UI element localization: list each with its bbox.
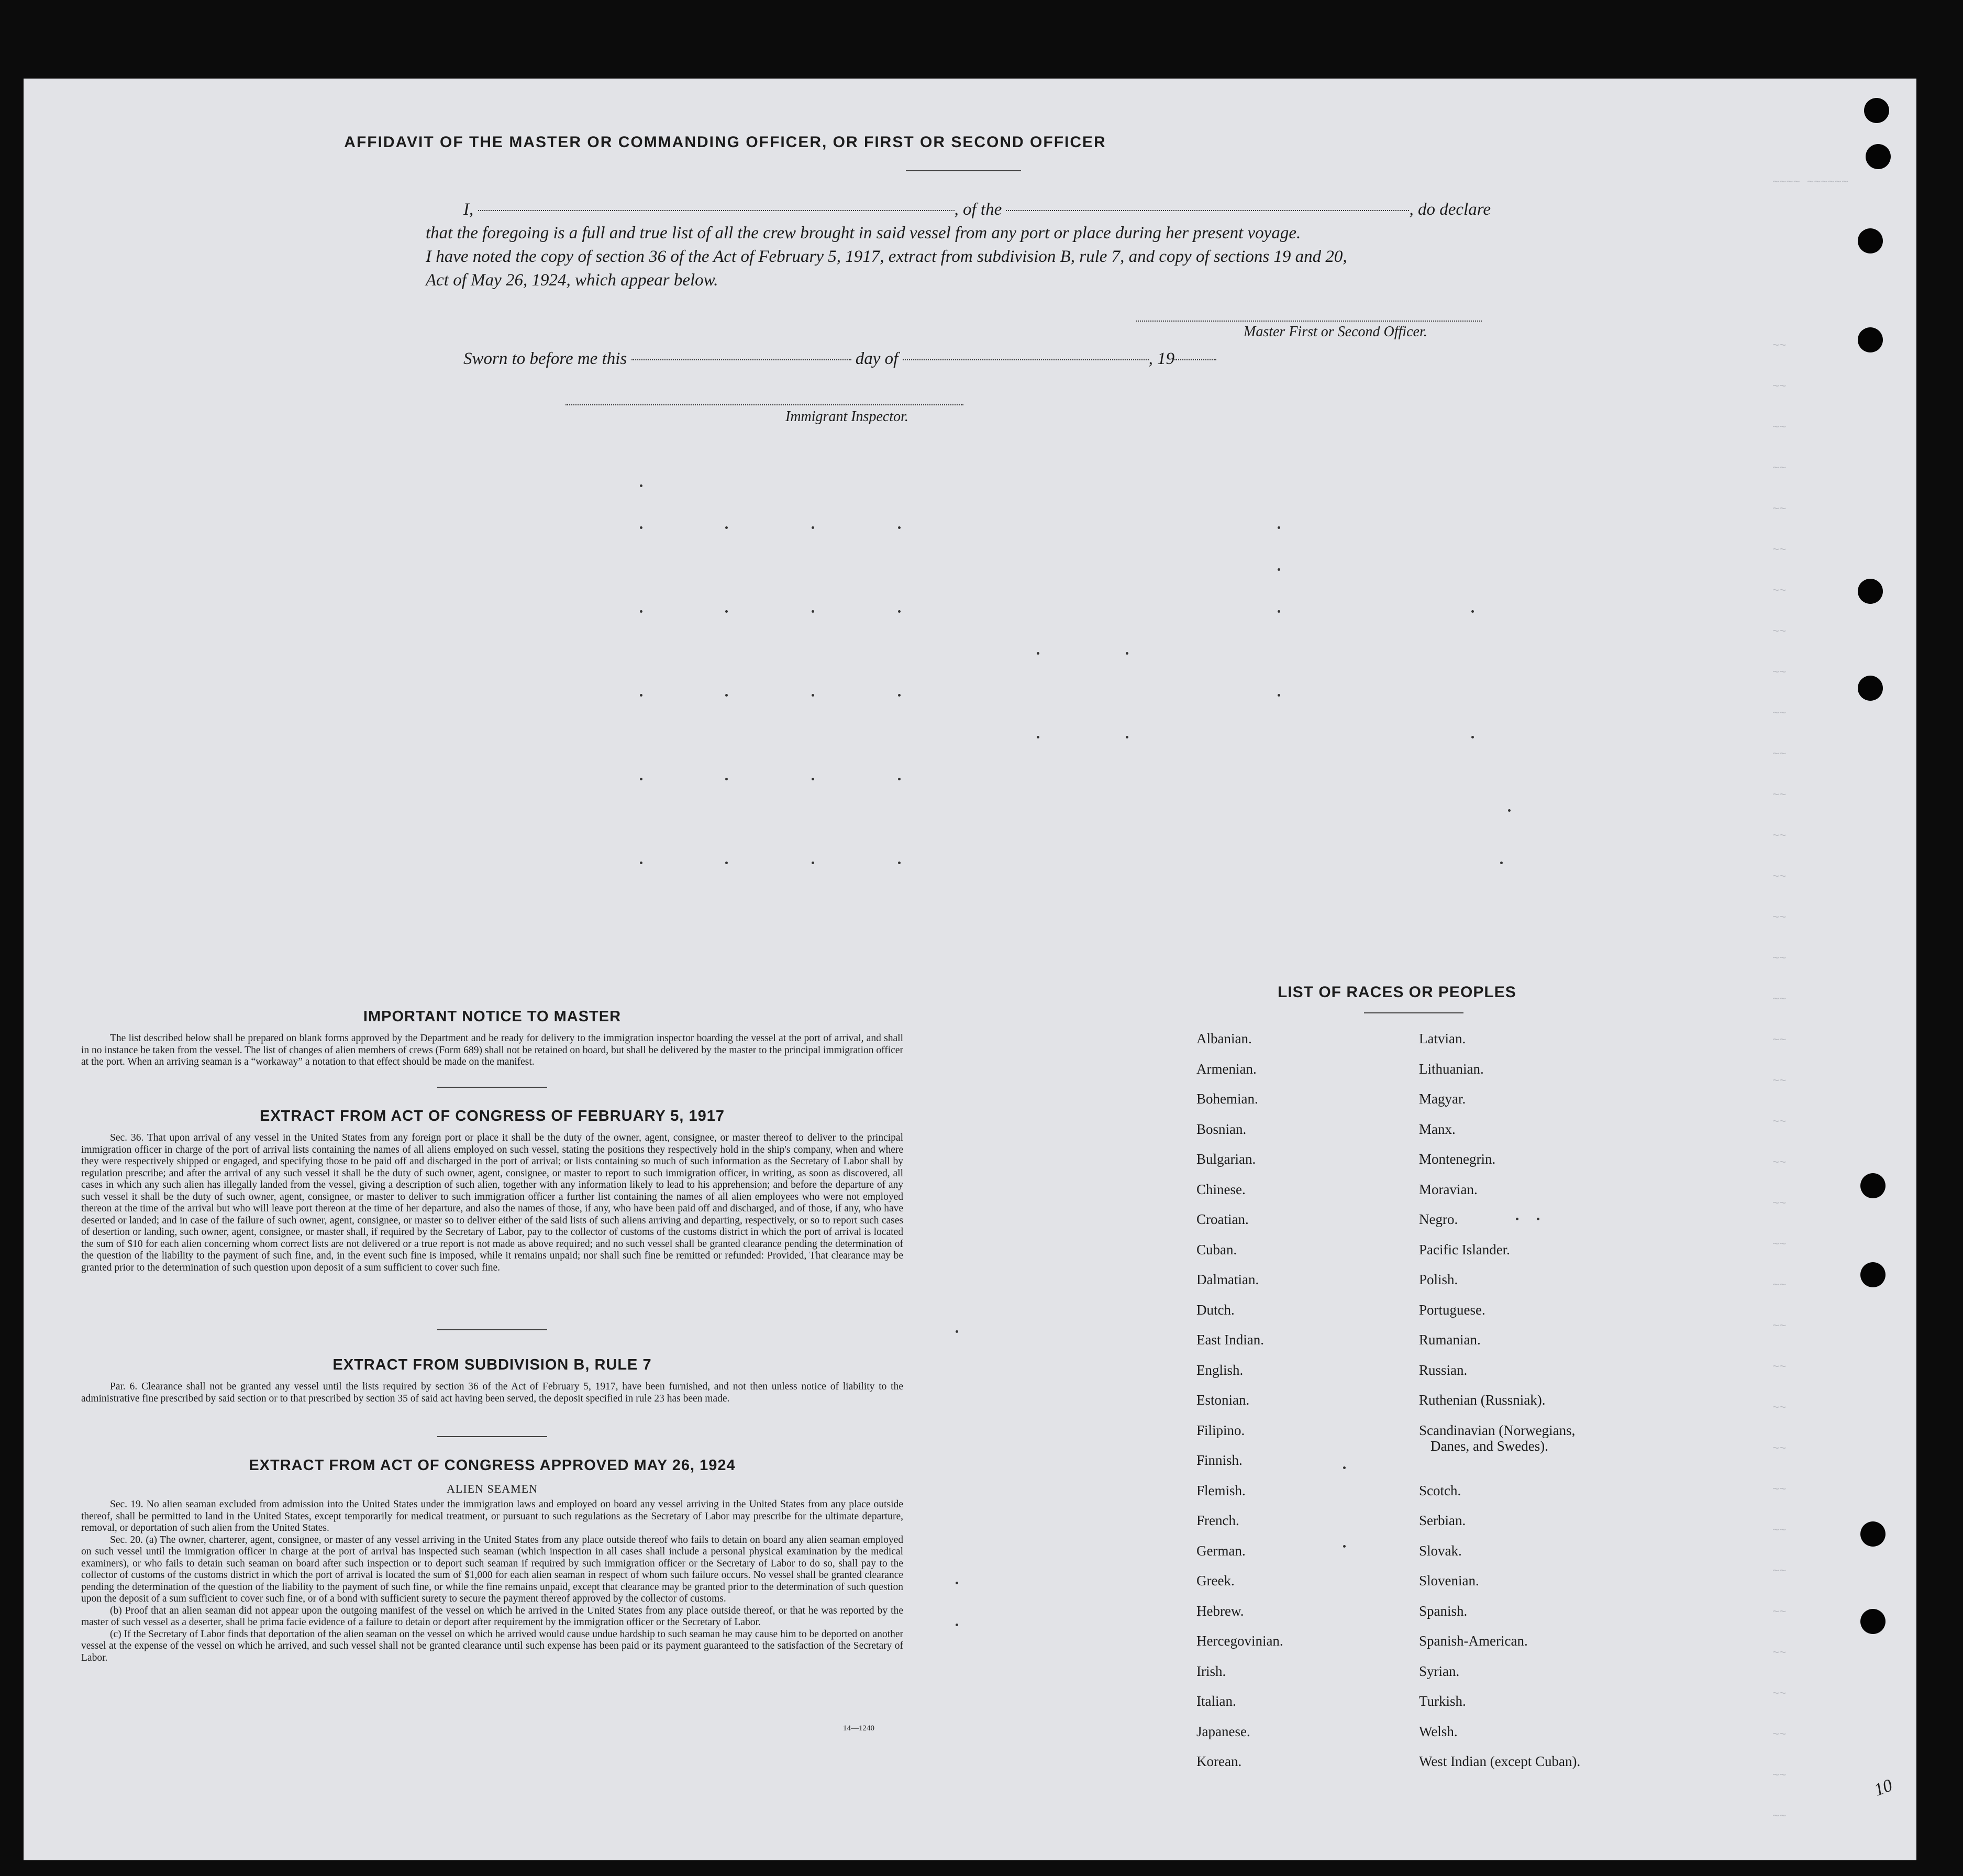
race-item: Magyar. bbox=[1419, 1091, 1466, 1107]
race-item: Polish. bbox=[1419, 1272, 1458, 1287]
race-item: French. bbox=[1196, 1513, 1239, 1528]
sec-20b-paragraph: (b) Proof that an alien seaman did not appear upon the outgoing manifest of the vessel on which he arrived in the United States from any place outside thereof, or that he was reported by the master of such vessel as a deserter, shall be prima facie evidence of a failure to detain or deport after requirement by the immigration officer or the Secretary of Labor. bbox=[81, 1605, 903, 1628]
race-item: Lithuanian. bbox=[1419, 1061, 1484, 1077]
year-blank[interactable] bbox=[1174, 359, 1216, 360]
affidavit-line-2: that the foregoing is a full and true list of all the crew brought in said vessel from any port or place during her present voyage. bbox=[426, 224, 1301, 242]
race-item: Flemish. bbox=[1196, 1482, 1246, 1498]
divider-1 bbox=[437, 1087, 547, 1088]
rule7-body bbox=[81, 1381, 903, 1405]
race-item: Albanian. bbox=[1196, 1031, 1252, 1046]
print-speck bbox=[812, 694, 814, 697]
inspector-label: Immigrant Inspector. bbox=[785, 409, 908, 425]
race-item: Bohemian. bbox=[1196, 1091, 1258, 1107]
print-speck bbox=[1343, 1466, 1346, 1469]
print-speck bbox=[640, 484, 642, 487]
signature-line[interactable] bbox=[1136, 321, 1482, 322]
race-item: Manx. bbox=[1419, 1121, 1456, 1137]
print-speck bbox=[1278, 568, 1280, 571]
race-item: West Indian (except Cuban). bbox=[1419, 1753, 1581, 1769]
notice-body bbox=[81, 1033, 903, 1068]
race-item: Danes, and Swedes). bbox=[1430, 1438, 1548, 1454]
race-item: Hebrew. bbox=[1196, 1603, 1244, 1619]
print-speck bbox=[725, 694, 728, 697]
print-speck bbox=[812, 862, 814, 864]
affidavit-i: I, bbox=[463, 200, 474, 219]
print-speck bbox=[1278, 526, 1280, 529]
races-underline bbox=[1364, 1012, 1463, 1013]
alien-seamen-subtitle: ALIEN SEAMEN bbox=[447, 1482, 538, 1495]
sworn-line bbox=[463, 349, 1216, 369]
sworn-text: Sworn to before me this bbox=[463, 349, 627, 368]
sec-20c-paragraph: (c) If the Secretary of Labor finds that deportation of the alien seaman on the vessel on which he arrived would cause undue hardship to such seaman he may cause him to be deported on another vessel at the expense of the vessel on which he arrived, and such vessel shall not be granted clearance until such expense has been paid or its payment guaranteed to the satisfaction of the Secretary of Labor. bbox=[81, 1628, 903, 1663]
race-item: Russian. bbox=[1419, 1362, 1468, 1378]
affidavit-line-4: Act of May 26, 1924, which appear below. bbox=[426, 271, 718, 290]
race-item: Estonian. bbox=[1196, 1392, 1250, 1408]
name-blank[interactable] bbox=[478, 210, 955, 211]
punch-hole bbox=[1858, 228, 1883, 253]
divider-2 bbox=[437, 1329, 547, 1330]
affidavit-declare: , do declare bbox=[1409, 200, 1491, 219]
print-speck bbox=[956, 1582, 958, 1584]
race-item: Montenegrin. bbox=[1419, 1151, 1496, 1167]
print-speck bbox=[898, 778, 901, 780]
race-item: Rumanian. bbox=[1419, 1332, 1481, 1348]
print-speck bbox=[640, 862, 642, 864]
race-item: German. bbox=[1196, 1542, 1246, 1559]
extract-1917-paragraph: Sec. 36. That upon arrival of any vessel in the United States from any foreign port or place it shall be the duty of the owner, agent, consignee, or master thereof to deliver to the principal immigration officer in charge of the port of arrival lists containing the names of all aliens employed on such vessel, stating the positions they respectively hold in the ship's company, when and where they were respectively shipped or engaged, and specifying those to be paid off and discharged in the port of arrival; or lists containing so much of such information as the Secretary of Labor shall by regulation prescribe; and after the arrival of any such vessel it shall be the duty of such owner, agent, consignee, or master to report to such immigration officer, in writing, as soon as discovered, all cases in which any such alien has illegally landed from the vessel, giving a description of such alien, together with any information likely to lead to his apprehension; and before the departure of any such vessel it shall be the duty of such owner, agent, consignee, or master to deliver to such immigration officer a further list containing the names of all alien employees who were not employed thereon at the time of the arrival but who will leave port thereon at the time of her departure, and also the names of those, if any, who have been paid off and discharged, and of those, if any, who have deserted or landed; and in case of the failure of such owner, agent, consignee, or master so to deliver either of the said lists of such aliens arriving and departing, respectively, or so to report such cases of desertion or landing, such owner, agent, consignee, or master shall, if required by the Secretary of Labor, pay to the collector of customs of the customs district in which the port of arrival is located the sum of $10 for each alien concerning whom correct lists are not delivered or a true report is not made as above required; and no such vessel shall be granted clearance pending the determination of the question of the liability to the payment of such fine, and, in the event such fine is imposed, while it remains unpaid; nor shall such fine be remitted or refunded: Provided, That clearance may be granted prior to the determination of such question upon deposit of a sum sufficient to cover such fine. bbox=[81, 1132, 903, 1273]
race-item: Filipino. bbox=[1196, 1422, 1245, 1438]
races-right-column bbox=[1419, 1031, 1580, 1784]
race-item: Irish. bbox=[1196, 1663, 1226, 1679]
race-item: Spanish. bbox=[1419, 1603, 1468, 1619]
race-item: Cuban. bbox=[1196, 1241, 1237, 1257]
print-speck bbox=[1508, 809, 1511, 812]
punch-hole bbox=[1858, 579, 1883, 604]
race-item: Scandinavian (Norwegians, bbox=[1419, 1422, 1576, 1438]
form-page bbox=[24, 79, 1916, 1860]
race-item: Portuguese. bbox=[1419, 1301, 1485, 1318]
print-speck bbox=[812, 526, 814, 529]
print-speck bbox=[1500, 862, 1503, 864]
race-item: Greek. bbox=[1196, 1573, 1235, 1588]
print-speck bbox=[725, 862, 728, 864]
affidavit-line-1 bbox=[463, 200, 1491, 219]
race-item: Syrian. bbox=[1419, 1663, 1460, 1679]
vessel-blank[interactable] bbox=[1006, 210, 1409, 211]
punch-hole bbox=[1860, 1173, 1886, 1198]
race-item: Latvian. bbox=[1419, 1031, 1466, 1046]
print-speck bbox=[725, 526, 728, 529]
print-speck bbox=[1126, 736, 1128, 738]
print-speck bbox=[898, 610, 901, 613]
punch-hole bbox=[1858, 327, 1883, 352]
print-speck bbox=[812, 610, 814, 613]
print-speck bbox=[1516, 1218, 1518, 1220]
race-item: Pacific Islander. bbox=[1419, 1241, 1510, 1257]
print-speck bbox=[1471, 610, 1474, 613]
punch-hole bbox=[1860, 1609, 1886, 1634]
punch-hole bbox=[1864, 98, 1889, 123]
race-item: Dutch. bbox=[1196, 1301, 1235, 1318]
print-speck bbox=[640, 694, 642, 697]
print-speck bbox=[898, 694, 901, 697]
race-item: Chinese. bbox=[1196, 1181, 1246, 1197]
race-item: Slovenian. bbox=[1419, 1573, 1479, 1588]
form-number: 14—1240 bbox=[843, 1724, 874, 1732]
race-item: Negro. bbox=[1419, 1211, 1458, 1227]
race-item: Moravian. bbox=[1419, 1181, 1478, 1197]
sec-20a-paragraph: Sec. 20. (a) The owner, charterer, agent, consignee, or master of any vessel arriving in the United States from any place outside thereof who fails to detain on board any alien seaman employed on such vessel until the immigration officer in charge at the port of arrival has inspected such seaman (which inspection in all cases shall include a personal physical examination by the medical examiners), or who fails to detain such seaman on board after such inspection or to deport such seaman if required by such immigration officer or the Secretary of Labor to do so, shall pay to the collector of customs of the customs district in which the port of arrival is located the sum of $1,000 for each alien seaman in respect of whom such failure occurs. No vessel shall be granted clearance pending the determination of the question of the liability to the payment of such fine, or while the fine remains unpaid, except that clearance may be granted prior to the determination of such question upon the deposit of a sum sufficient to cover such fine, or of a bond with sufficient surety to secure the payment thereof approved by the collector of customs. bbox=[81, 1534, 903, 1604]
sworn-day-blank[interactable] bbox=[631, 359, 851, 360]
affidavit-of-the: , of the bbox=[954, 200, 1002, 219]
race-item: Scotch. bbox=[1419, 1482, 1461, 1498]
race-item: Slovak. bbox=[1419, 1542, 1462, 1559]
race-item: Spanish-American. bbox=[1419, 1633, 1528, 1649]
race-item: Italian. bbox=[1196, 1693, 1236, 1709]
race-item: Japanese. bbox=[1196, 1723, 1250, 1739]
race-item: Ruthenian (Russniak). bbox=[1419, 1392, 1546, 1408]
divider-3 bbox=[437, 1436, 547, 1437]
margin-mark: 10 bbox=[1871, 1775, 1895, 1800]
notice-title: IMPORTANT NOTICE TO MASTER bbox=[363, 1008, 622, 1025]
race-item: Turkish. bbox=[1419, 1693, 1466, 1709]
print-speck bbox=[725, 610, 728, 613]
print-speck bbox=[725, 778, 728, 780]
race-item: East Indian. bbox=[1196, 1332, 1264, 1348]
rule7-paragraph: Par. 6. Clearance shall not be granted any vessel until the lists required by section 36 of the Act of February 5, 1917, have been furnished, and not then unless notice of liability to the administrative fine prescribed by said section or to that prescribed by section 35 of said act having been served, the deposit specified in rule 23 has been made. bbox=[81, 1381, 903, 1404]
race-item: Welsh. bbox=[1419, 1723, 1458, 1739]
day-of-text: day of bbox=[855, 349, 899, 368]
print-speck bbox=[640, 778, 642, 780]
race-item: Hercegovinian. bbox=[1196, 1633, 1283, 1649]
print-speck bbox=[1278, 610, 1280, 613]
print-speck bbox=[1126, 652, 1128, 655]
print-speck bbox=[1037, 652, 1039, 655]
race-item: Armenian. bbox=[1196, 1061, 1257, 1077]
print-speck bbox=[898, 862, 901, 864]
race-item: Finnish. bbox=[1196, 1452, 1243, 1468]
races-left-column bbox=[1196, 1031, 1283, 1784]
extract-1917-body bbox=[81, 1132, 903, 1274]
title-underline bbox=[906, 170, 1021, 171]
print-speck bbox=[956, 1624, 958, 1626]
race-item: Croatian. bbox=[1196, 1211, 1249, 1227]
sec-19-paragraph: Sec. 19. No alien seaman excluded from admission into the United States under the immigration laws and employed on board any vessel arriving in the United States from any place outside thereof, shall be permitted to land in the United States, except temporarily for medical treatment, or pursuant to such regulations as the Secretary of Labor may prescribe for the ultimate departure, removal, or deportation of such alien from the United States. bbox=[81, 1499, 903, 1533]
race-item: English. bbox=[1196, 1362, 1244, 1378]
signature-label: Master First or Second Officer. bbox=[1244, 324, 1427, 340]
extract-1924-title: EXTRACT FROM ACT OF CONGRESS APPROVED MAY 26, 1924 bbox=[249, 1457, 736, 1474]
punch-hole bbox=[1858, 676, 1883, 701]
extract-1917-title: EXTRACT FROM ACT OF CONGRESS OF FEBRUARY 5, 1917 bbox=[259, 1108, 725, 1124]
affidavit-line-3: I have noted the copy of section 36 of the Act of February 5, 1917, extract from subdivision B, rule 7, and copy of sections 19 and 20, bbox=[426, 247, 1347, 266]
race-item: Dalmatian. bbox=[1196, 1272, 1259, 1287]
race-item: Serbian. bbox=[1419, 1513, 1466, 1528]
print-speck bbox=[640, 610, 642, 613]
punch-hole bbox=[1860, 1262, 1886, 1287]
race-item: Korean. bbox=[1196, 1753, 1242, 1769]
print-speck bbox=[956, 1330, 958, 1333]
print-speck bbox=[1343, 1545, 1346, 1548]
races-title: LIST OF RACES OR PEOPLES bbox=[1278, 984, 1516, 1001]
affidavit-title: AFFIDAVIT OF THE MASTER OR COMMANDING OFFICER, OR FIRST OR SECOND OFFICER bbox=[344, 134, 1106, 151]
rule7-title: EXTRACT FROM SUBDIVISION B, RULE 7 bbox=[332, 1356, 652, 1373]
punch-hole bbox=[1860, 1521, 1886, 1547]
print-speck bbox=[1537, 1218, 1539, 1220]
race-item: Bosnian. bbox=[1196, 1121, 1247, 1137]
punch-hole bbox=[1866, 144, 1891, 169]
bleed-through-column: ~~~~ ~~~~~~ ~~ ~~ ~~ ~~ ~~ ~~ ~~ ~~ ~~ ~~ ~~ ~~ ~~ ~~ ~~ ~~ ~~ ~~ ~~ ~~ ~~ ~~ ~~ ~~ ~~ ~~ ~~ ~~ ~~ ~~ ~~ ~~ ~~ ~~ ~~ ~~ ~~ bbox=[1772, 176, 1849, 1823]
year-prefix: , 19 bbox=[1148, 349, 1175, 368]
notice-paragraph: The list described below shall be prepared on blank forms approved by the Department and be ready for delivery to the immigration inspector boarding the vessel at the port of arrival, and shall in no instance be taken from the vessel. The list of changes of alien members of crews (Form 689) shall not be retained on board, but shall be delivered by the master to the principal immigration officer at the port. When an arriving seaman is a “workaway” a notation to that effect should be made on the manifest. bbox=[81, 1033, 903, 1067]
sworn-month-blank[interactable] bbox=[903, 359, 1149, 360]
print-speck bbox=[1037, 736, 1039, 738]
print-speck bbox=[1471, 736, 1474, 738]
race-item: Bulgarian. bbox=[1196, 1151, 1256, 1167]
print-speck bbox=[640, 526, 642, 529]
inspector-line[interactable] bbox=[565, 404, 963, 405]
extract-1924-body bbox=[81, 1499, 903, 1664]
print-speck bbox=[812, 778, 814, 780]
print-speck bbox=[1278, 694, 1280, 697]
print-speck bbox=[898, 526, 901, 529]
